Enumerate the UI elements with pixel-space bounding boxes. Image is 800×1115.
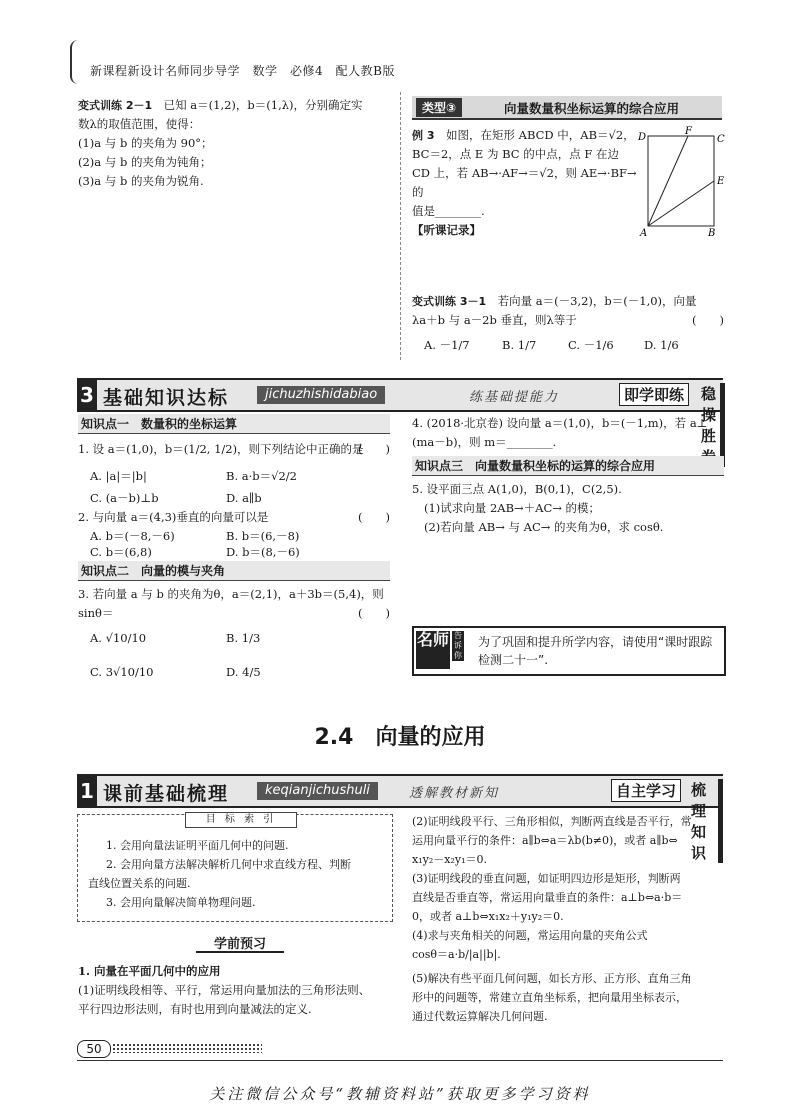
preview-content: 1. 向量在平面几何中的应用 (1)证明线段相等、平行，常运用向量加法的三角形法则、 平行四边形法则，有时也用到向量减法的定义. [78,964,371,1016]
footer-note: 关注微信公众号“教辅资料站”获取更多学习资料 [209,1085,591,1103]
header-bracket [70,40,78,84]
goals-list: 1. 会用向量法证明平面几何中的问题. 2. 会用向量方法解决解析几何中求直线方程、判断 直线位置关系的问题. 3. 会用向量解决简单物理问题. [88,839,351,909]
knowledge-point-3: 知识点三 向量数量积坐标的运算的综合应用 [412,456,724,476]
footer-rule [77,1060,723,1061]
label-C: C [717,134,725,145]
type3-bar [412,96,722,120]
column-divider [400,92,401,360]
variant-2-1: 变式训练 2－1 已知 a＝(1,2)，b＝(1,λ)，分别确定实 数λ的取值范围，使得： (1)a 与 b 的夹角为 90°； (2)a 与 b 的夹角为钝角； (3)a 与 b 的夹角为锐角. [78,98,363,188]
page-header: 新课程新设计名师同步导学 数学 必修4 配人教B版 [90,64,395,78]
example-badge: 例 3 [412,129,435,142]
right-exercises: 4. (2018·北京卷) 设向量 a＝(1,0)，b＝(－1,m)，若 a⊥ (ma－b)，则 m＝________. 知识点三 向量数量积坐标的运算的综合应用 5. 设平面三点 A(1,0)，B(0,1)，C(2,5). (1)试求向量 2AB→＋AC→ 的模； (2)若向量 AB→ 与 AC→ 的夹角为θ，求 cosθ. [412,414,724,537]
page-number: 50 [77,1040,111,1058]
label-F: F [685,126,692,137]
section-bar-basic: 3 基础知识达标 jichuzhishidabiao 练基础提能力 即学即练 稳操胜 [77,378,723,412]
label-B: B [708,228,716,239]
dot-pattern [112,1043,262,1053]
goals-head: 目 标 索 引 [185,812,297,828]
type-title: 向量数量积坐标运算的综合应用 [504,101,680,116]
preview-title: 学前预习 [196,933,284,953]
teacher-tip: 名师 告诉你 为了巩固和提升所学内容，请使用“课时跟踪检测二十一”. [412,626,726,676]
left-exercises: 知识点一 数量积的坐标运算 1. 设 a＝(1,0)，b＝(1/2, 1/2)，则下列结论中正确的是 ( ) A. |a|＝|b| B. a·b＝√2/2 C. (a－b)⊥b D. a∥b 2. 与向量 a＝(4,3)垂直的向量可以是 ( ) A. b＝(－8,－6) B. b＝(6,－8) C. b＝(6,8) D. b＝(8,－6) 知识点二 向量的模与夹角 3. 若向量 a 与 b 的夹角为θ，a＝(2,1)，a＋3b＝(5,4)，则 sinθ＝ ( ) A. √10/10 B. 1/3 C. 3√10/10 D. 4/5 [78,414,390,683]
label-D: D [638,132,647,143]
label-E: E [717,176,725,187]
variant-badge: 变式训练 2－1 [78,99,153,112]
rectangle-figure [636,126,730,240]
example-3: 例 3 如图，在矩形 ABCD 中，AB＝√2， BC＝2，点 E 为 BC 的中点，点 F 在边 CD 上，若 AB→·AF→＝√2，则 AE→·BF→ 的 值是________. 【听课记录】 [412,126,640,240]
knowledge-point-2: 知识点二 向量的模与夹角 [78,561,390,581]
section-bar-preview: 1 课前基础梳理 keqianjichushuli 透解教材新知 自主学习 梳理知识 [77,774,723,808]
type-tag: 类型③ [416,98,462,117]
right-bottom-content: (2)证明线段平行、三角形相似，判断两直线是否平行，常 运用向量平行的条件：a∥b⇔a＝λb(b≠0)，或者 a∥b⇔ x₁y₂－x₂y₁＝0. (3)证明线段的垂直问题，如证明四边形是矩形，判断两 直线是否垂直等，常运用向量垂直的条件：a⊥b⇔a·b＝ 0，或者 a⊥b⇔x₁x₂＋y₁y₂＝0. (4)求与夹角相关的问题，常运用向量的夹角公式 cosθ＝a·b/|a||b|. (5)解决有些平面几何问题，如长方形、正方形、直角三角 形中的问题等，常建立直角坐标系，把向量用坐标表示， 通过代数运算解决几何问题. [412,815,692,1023]
knowledge-point-1: 知识点一 数量积的坐标运算 [78,414,390,434]
variant-badge: 变式训练 3－1 [412,295,487,308]
label-A: A [640,228,648,239]
listening-record: 【听课记录】 [412,223,481,237]
chapter-title: 2.4 向量的应用 [314,725,486,750]
variant-3-1: 变式训练 3－1 若向量 a＝(－3,2)，b＝(－1,0)，向量 λa＋b 与 a－2b 垂直，则λ等于 ( ) A. －1/7 B. 1/7 C. －1/6 D. 1/6 [412,294,724,352]
